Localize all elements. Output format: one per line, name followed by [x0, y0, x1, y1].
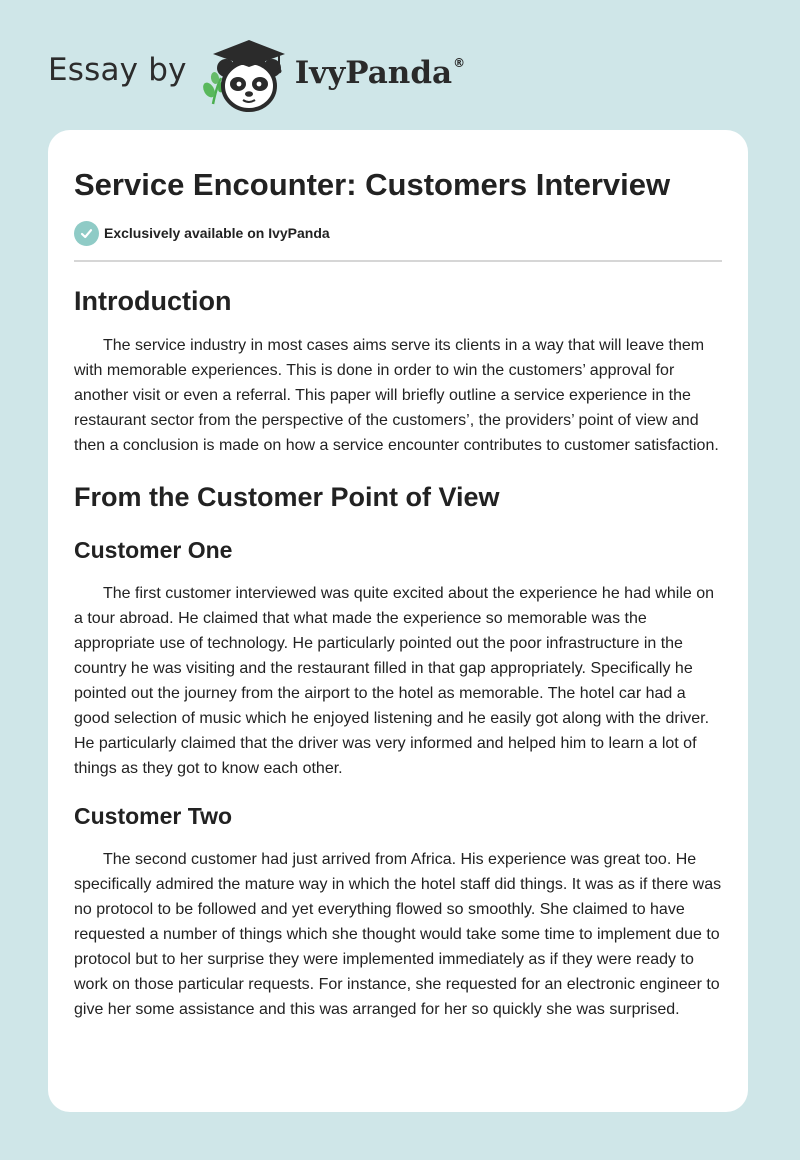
- section-heading-introduction: Introduction: [74, 286, 232, 316]
- brand-prefix: Essay by: [48, 52, 187, 88]
- registered-mark: ®: [453, 56, 466, 70]
- check-circle-icon: [74, 221, 99, 246]
- essay-card: [48, 130, 748, 1112]
- brand-name: IvyPanda: [294, 55, 453, 91]
- essay-title: Service Encounter: Customers Interview: [74, 167, 671, 202]
- exclusive-badge: [74, 220, 722, 246]
- panda-graduate-icon: [199, 34, 291, 114]
- title-divider: [74, 260, 722, 262]
- subsection-heading-customer-one: Customer One: [74, 537, 233, 563]
- exclusive-badge-label: Exclusively available on IvyPanda: [104, 225, 330, 241]
- section-heading-customer-view: From the Customer Point of View: [74, 482, 500, 512]
- introduction-paragraph: The service industry in most cases aims serve its clients in a way that will leave them with memorable experiences. This is done in order to win the customers’ approval for another visit or even a referral. This paper will briefly outline a service experience in the restaurant sector from the perspective of the customers’, the providers’ point of view and then a conclusion is made on how a service encounter contributes to customer satisfaction.: [74, 337, 719, 454]
- subsection-heading-customer-two: Customer Two: [74, 803, 233, 829]
- brand-header[interactable]: [48, 34, 465, 114]
- customer-one-paragraph: The first customer interviewed was quite excited about the experience he had while on a tour abroad. He claimed that what made the experience so memorable was the appropriate use of technology. He particularly pointed out the poor infrastructure in the country he was visiting and the restaurant filled in that gap appropriately. Specifically he pointed out the journey from the airport to the hotel as memorable. The hotel car had a good selection of music which he enjoyed listening and he easily got along with the driver. He particularly claimed that the driver was very informed and helped him to learn a lot of things as they got to know each other.: [74, 585, 715, 777]
- customer-two-paragraph: The second customer had just arrived from Africa. His experience was great too. He specifically admired the mature way in which the hotel staff did things. It was as if there was no protocol to be followed and yet everything flowed so smoothly. She claimed to have requested a number of things which she thought would take some time to implement due to protocol but to her surprise they were implemented immediately as if they were ready to work on those particular requests. For instance, she requested for an electronic engineer to give her some assistance and this was arranged for her so quickly she was surprised.: [74, 851, 722, 1018]
